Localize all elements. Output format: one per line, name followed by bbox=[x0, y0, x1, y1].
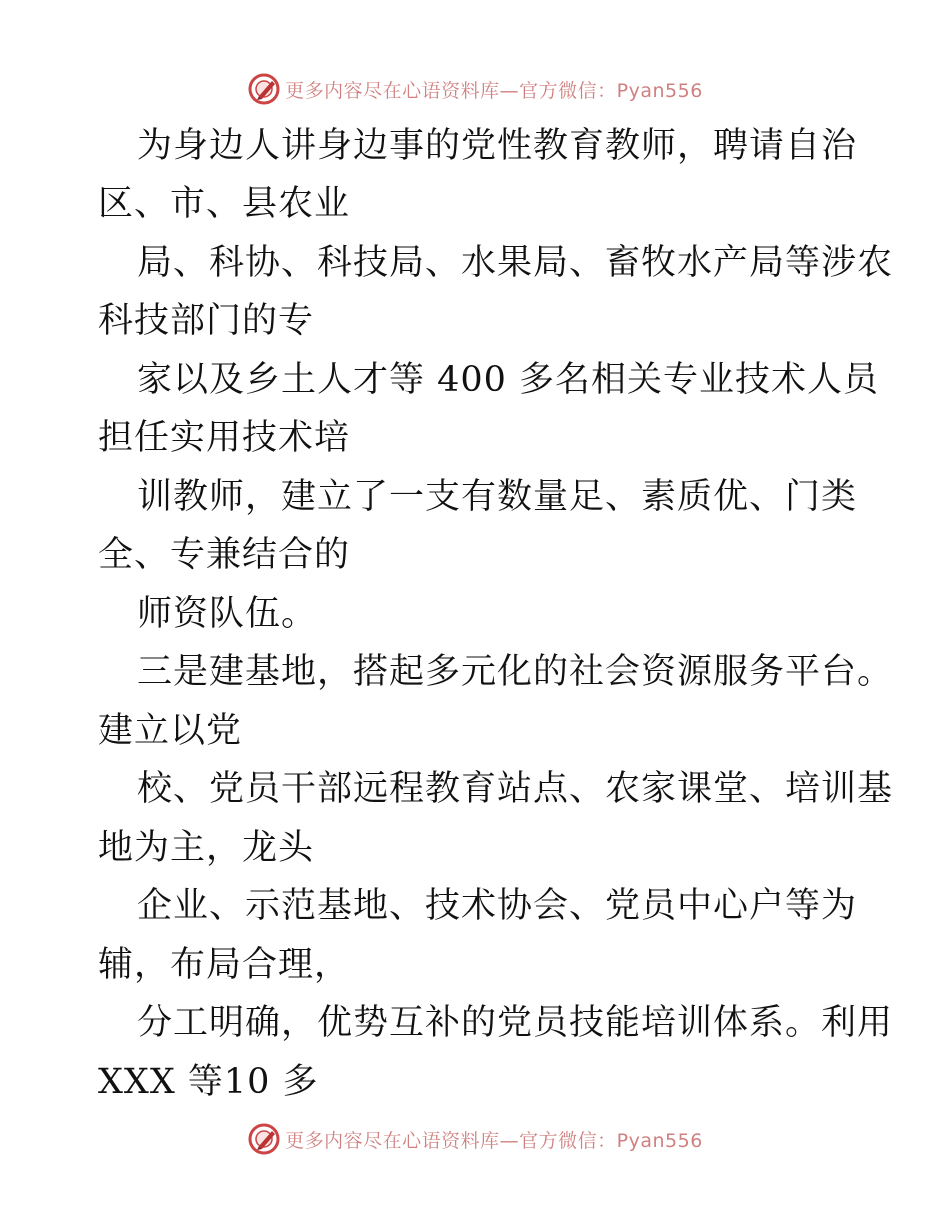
text-line: 科技部门的专 bbox=[98, 301, 315, 341]
pen-seal-icon bbox=[247, 72, 281, 106]
text-line: 为身边人讲身边事的党性教育教师，聘请自治 bbox=[137, 126, 858, 166]
watermark-header bbox=[0, 72, 950, 106]
pen-seal-icon bbox=[247, 1122, 281, 1156]
text-line: 区、市、县农业 bbox=[98, 184, 351, 224]
text-line: 校、党员干部远程教育站点、农家课堂、培训基 bbox=[137, 769, 894, 809]
text-line: 局、科协、科技局、水果局、畜牧水产局等涉农 bbox=[137, 243, 894, 283]
text-line: 分工明确，优势互补的党员技能培训体系。利用 bbox=[137, 1003, 894, 1043]
text-line: 家以及乡土人才等 400 多名相关专业技术人员 bbox=[137, 360, 880, 400]
watermark-text: 更多内容尽在心语资料库—官方微信：Pyan556 bbox=[285, 79, 703, 102]
text-line: 师资队伍。 bbox=[137, 594, 318, 634]
text-line: XXX 等10 多 bbox=[98, 1062, 319, 1102]
text-line: 建立以党 bbox=[98, 711, 243, 751]
text-line: 企业、示范基地、技术协会、党员中心户等为 bbox=[137, 886, 858, 926]
watermark-text: 更多内容尽在心语资料库—官方微信：Pyan556 bbox=[285, 1129, 703, 1152]
text-line: 训教师，建立了一支有数量足、素质优、门类 bbox=[137, 477, 858, 517]
text-line: 全、专兼结合的 bbox=[98, 535, 351, 575]
text-line: 辅，布局合理， bbox=[98, 945, 351, 985]
text-line: 地为主，龙头 bbox=[98, 828, 315, 868]
text-line: 担任实用技术培 bbox=[98, 418, 351, 458]
text-line: 三是建基地，搭起多元化的社会资源服务平台。 bbox=[137, 652, 894, 692]
watermark-footer bbox=[0, 1122, 950, 1156]
